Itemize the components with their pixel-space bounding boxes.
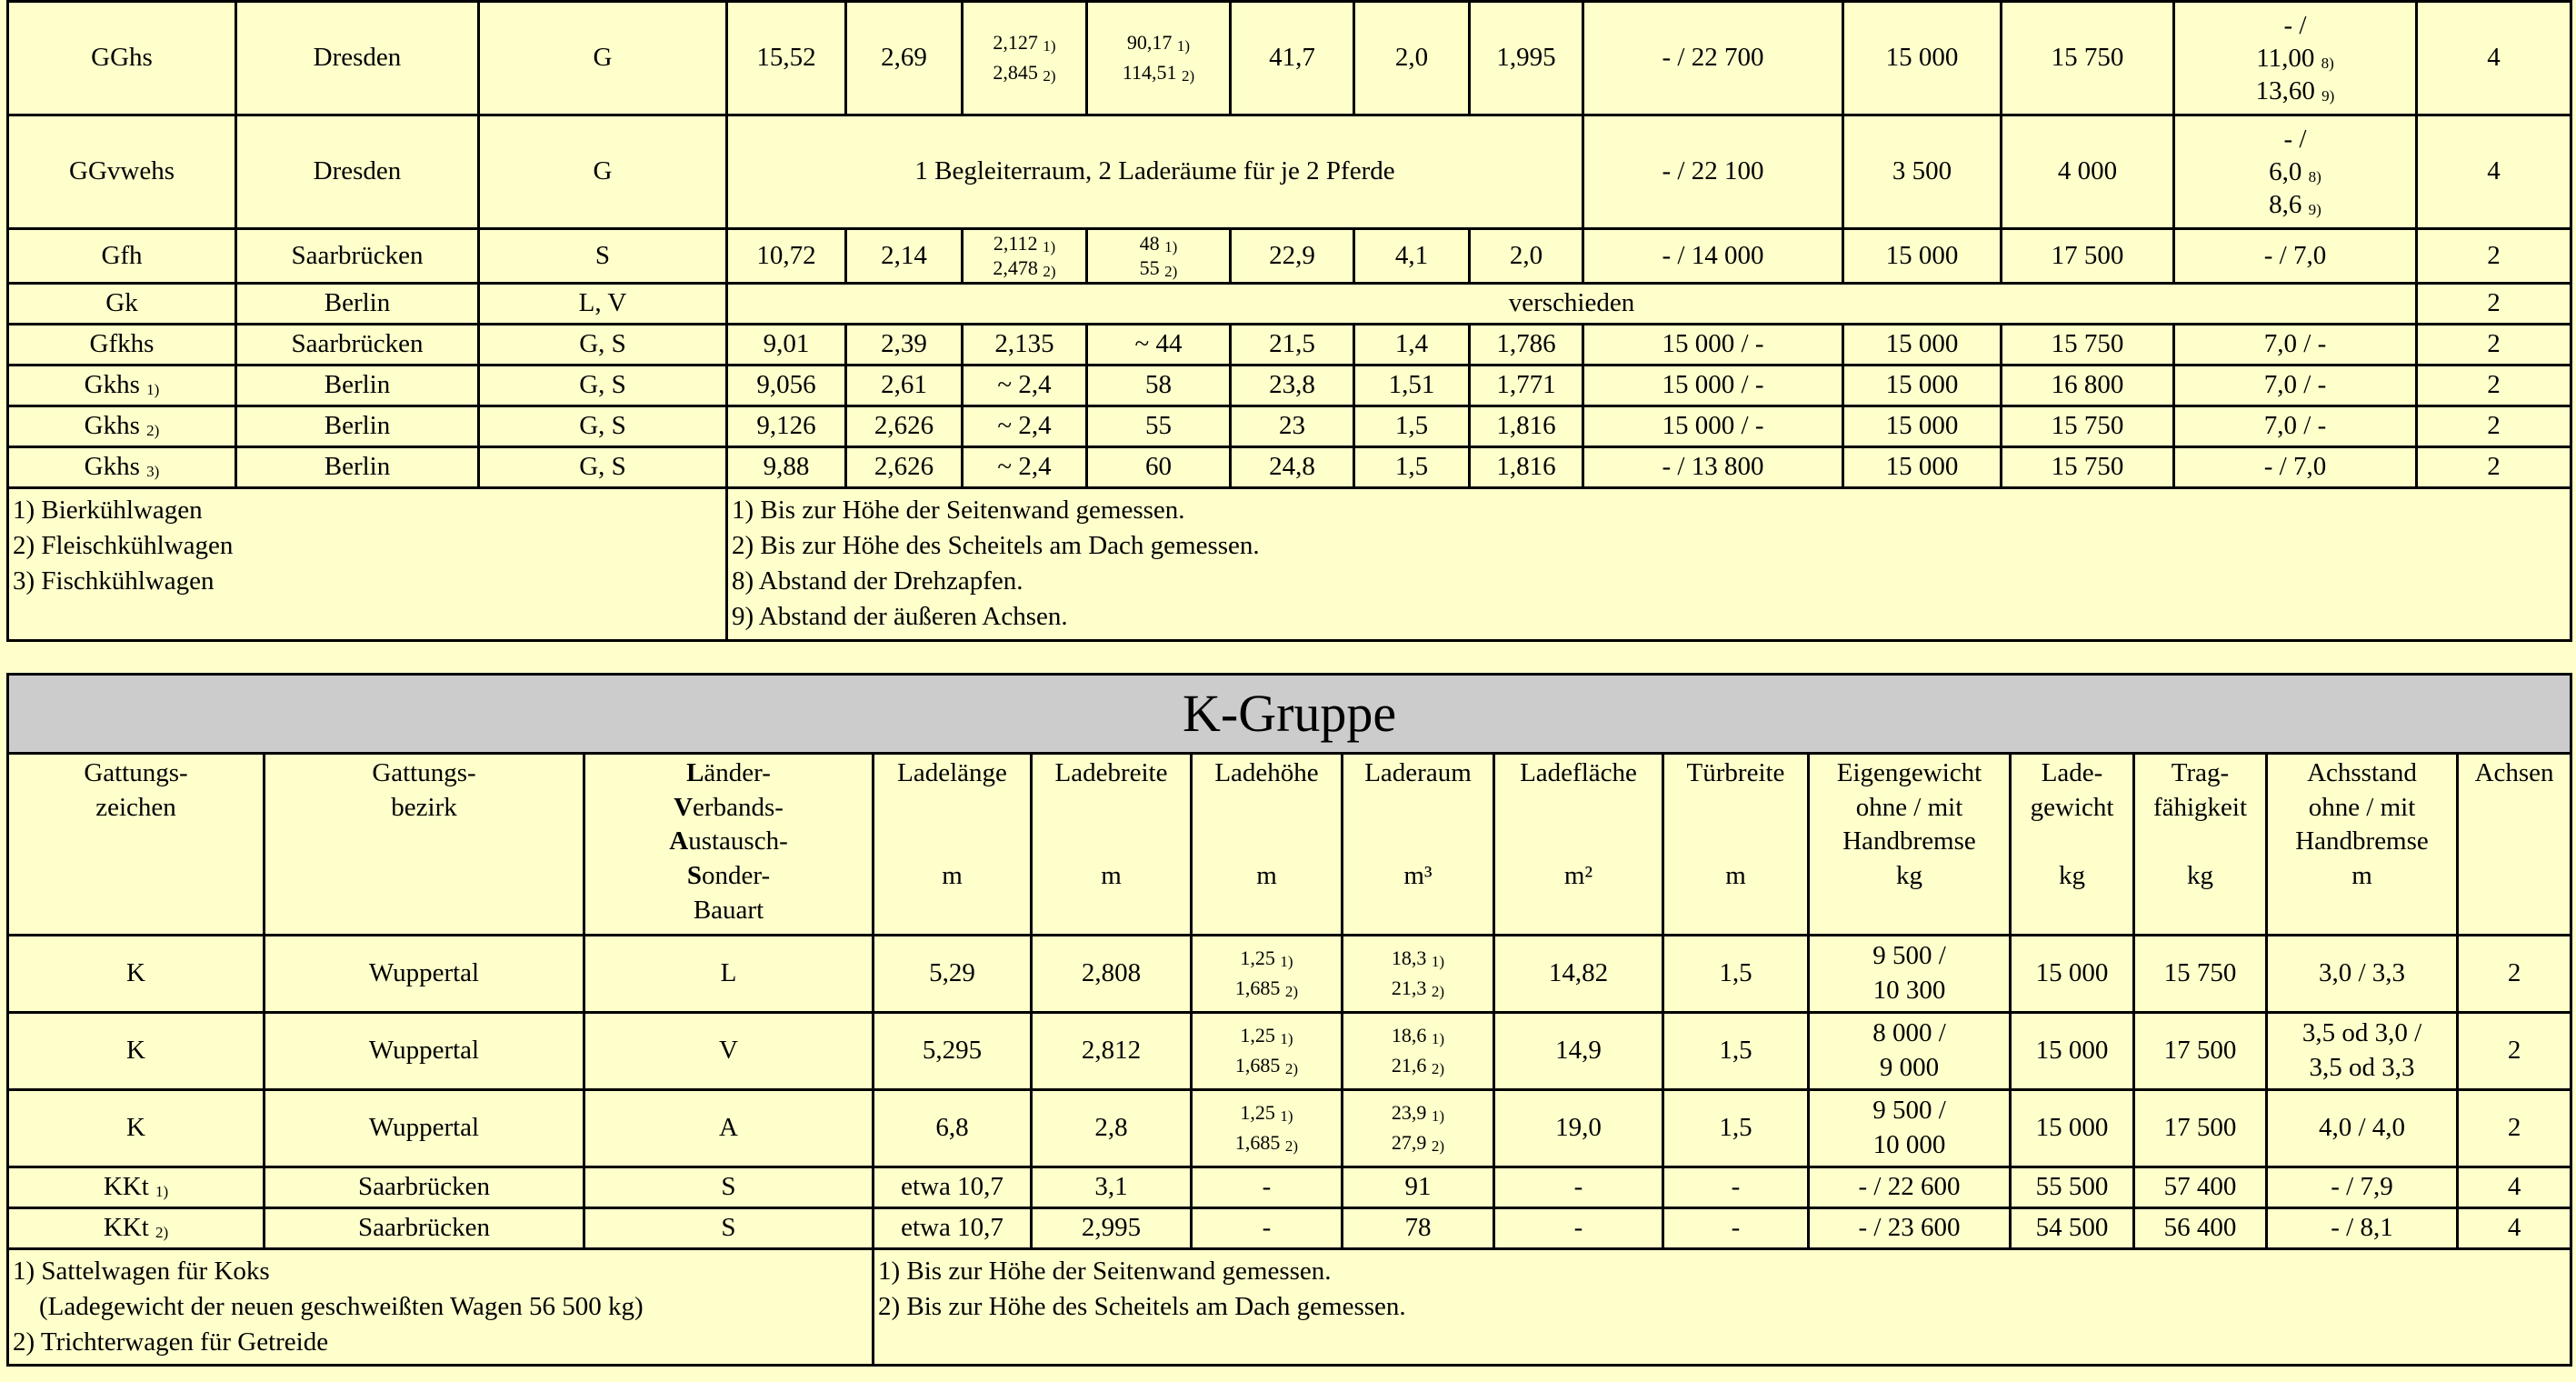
ladelaenge: 5,29 xyxy=(874,936,1032,1013)
table-row xyxy=(8,1013,2571,1090)
k-gruppe-table xyxy=(6,673,2572,1367)
bauart: G xyxy=(479,2,727,115)
gattungsbezirk: Saarbrücken xyxy=(265,1167,584,1208)
gattungsbezirk: Berlin xyxy=(236,447,479,488)
gattungsbezirk: Saarbrücken xyxy=(236,229,479,284)
ladeflaeche: 21,5 xyxy=(1231,325,1354,366)
eigengewicht: 9 500 / 10 300 xyxy=(1809,936,2011,1013)
laderaum: 23,9 $_{1)}$ 27,9 $_{2)}$ xyxy=(1343,1090,1494,1167)
table-row xyxy=(8,406,2571,447)
tragfaehigkeit: 56 400 xyxy=(2134,1208,2267,1249)
laderaum: 58 xyxy=(1087,366,1231,406)
achsen: 4 xyxy=(2417,2,2571,115)
ladebreite: 2,808 xyxy=(1032,936,1192,1013)
tuerbreite: 1,51 xyxy=(1354,366,1470,406)
achsen: 2 xyxy=(2458,1090,2571,1167)
gattungsbezirk: Dresden xyxy=(236,2,479,115)
tuerbreite: 1,5 xyxy=(1354,447,1470,488)
footnotes-left: 1) Bierkühlwagen 2) Fleischkühlwagen 3) Fischkühlwagen xyxy=(8,488,727,641)
ladegewicht: 15 000 xyxy=(2011,936,2134,1013)
ladeflaeche: - xyxy=(1494,1167,1663,1208)
gattungszeichen: GGhs xyxy=(8,2,236,115)
laderaum: 90,17 $_{1)}$ 114,51 $_{2)}$ xyxy=(1087,2,1231,115)
gattungsbezirk: Wuppertal xyxy=(265,936,584,1013)
achsstand: 3,5 od 3,0 / 3,5 od 3,3 xyxy=(2267,1013,2458,1090)
bauart: S xyxy=(584,1208,874,1249)
bauart: L xyxy=(584,936,874,1013)
gattungszeichen: K xyxy=(8,936,265,1013)
tragfaehigkeit: 15 750 xyxy=(2002,447,2174,488)
table-row xyxy=(8,936,2571,1013)
bauart: G, S xyxy=(479,325,727,366)
achsstand: 7,0 / - xyxy=(2174,325,2417,366)
gattungszeichen: Gkhs $_{1)}$ xyxy=(8,366,236,406)
laderaum: 78 xyxy=(1343,1208,1494,1249)
ladelaenge: etwa 10,7 xyxy=(874,1208,1032,1249)
bauart: G, S xyxy=(479,447,727,488)
ladegewicht: 15 000 xyxy=(1843,325,2002,366)
achsen: 2 xyxy=(2417,284,2571,325)
ladegewicht: 15 000 xyxy=(1843,447,2002,488)
header-gattungsbezirk: Gattungs- bezirk xyxy=(265,754,584,936)
footnotes-left: 1) Sattelwagen für Koks (Ladegewicht der neuen geschweißten Wagen 56 500 kg) 2) Trichterwagen für Getreide xyxy=(8,1249,874,1366)
ladehoehe: - xyxy=(1192,1167,1343,1208)
title-row xyxy=(8,675,2571,754)
eigengewicht: - / 13 800 xyxy=(1583,447,1843,488)
ladeflaeche: 24,8 xyxy=(1231,447,1354,488)
achsen: 4 xyxy=(2458,1167,2571,1208)
header-achsstand: Achsstand ohne / mit Handbremse m xyxy=(2267,754,2458,936)
ladelaenge: 9,056 xyxy=(727,366,846,406)
header-ladelaenge: Ladelänge m xyxy=(874,754,1032,936)
table-row xyxy=(8,1090,2571,1167)
ladehoehe: ~ 2,4 xyxy=(963,366,1087,406)
tuerbreite: 1,5 xyxy=(1663,936,1809,1013)
table-row xyxy=(8,229,2571,284)
ladelaenge: 9,01 xyxy=(727,325,846,366)
ladebreite: 2,995 xyxy=(1032,1208,1192,1249)
header-tragfaehigkeit: Trag- fähigkeit kg xyxy=(2134,754,2267,936)
header-ladegewicht: Lade- gewicht kg xyxy=(2011,754,2134,936)
tragfaehigkeit: 17 500 xyxy=(2002,229,2174,284)
ladehoehe: 2,112 $_{1)}$ 2,478 $_{2)}$ xyxy=(963,229,1087,284)
bauart: G, S xyxy=(479,406,727,447)
value-col: 1,816 xyxy=(1470,406,1583,447)
eigengewicht: - / 22 700 xyxy=(1583,2,1843,115)
achsen: 2 xyxy=(2417,325,2571,366)
laderaum: ~ 44 xyxy=(1087,325,1231,366)
eigengewicht: 15 000 / - xyxy=(1583,325,1843,366)
eigengewicht: - / 23 600 xyxy=(1809,1208,2011,1249)
table-row xyxy=(8,1167,2571,1208)
ladegewicht: 15 000 xyxy=(2011,1090,2134,1167)
tragfaehigkeit: 17 500 xyxy=(2134,1090,2267,1167)
ladegewicht: 15 000 xyxy=(2011,1013,2134,1090)
footnote-row xyxy=(8,1249,2571,1366)
tragfaehigkeit: 57 400 xyxy=(2134,1167,2267,1208)
tragfaehigkeit: 17 500 xyxy=(2134,1013,2267,1090)
gattungszeichen: Gkhs $_{3)}$ xyxy=(8,447,236,488)
tuerbreite: - xyxy=(1663,1167,1809,1208)
laderaum: 91 xyxy=(1343,1167,1494,1208)
tuerbreite: 1,5 xyxy=(1663,1013,1809,1090)
achsstand: 3,0 / 3,3 xyxy=(2267,936,2458,1013)
gattungsbezirk: Berlin xyxy=(236,406,479,447)
ladeflaeche: 22,9 xyxy=(1231,229,1354,284)
ladegewicht: 15 000 xyxy=(1843,2,2002,115)
gattungsbezirk: Wuppertal xyxy=(265,1013,584,1090)
laderaum: 18,3 $_{1)}$ 21,3 $_{2)}$ xyxy=(1343,936,1494,1013)
ladebreite: 2,14 xyxy=(846,229,963,284)
ladebreite: 2,626 xyxy=(846,406,963,447)
tuerbreite: 1,5 xyxy=(1354,406,1470,447)
verschieden-cell: verschieden xyxy=(727,284,2417,325)
header-ladebreite: Ladebreite m xyxy=(1032,754,1192,936)
ladegewicht: 15 000 xyxy=(1843,229,2002,284)
tragfaehigkeit: 15 750 xyxy=(2002,2,2174,115)
tragfaehigkeit: 15 750 xyxy=(2002,325,2174,366)
laderaum: 55 xyxy=(1087,406,1231,447)
tuerbreite: 2,0 xyxy=(1354,2,1470,115)
footnotes-right: 1) Bis zur Höhe der Seitenwand gemessen. 2) Bis zur Höhe des Scheitels am Dach gemessen. xyxy=(874,1249,2571,1366)
ladeflaeche: 19,0 xyxy=(1494,1090,1663,1167)
tragfaehigkeit: 15 750 xyxy=(2002,406,2174,447)
ladeflaeche: 41,7 xyxy=(1231,2,1354,115)
value-col: 1,771 xyxy=(1470,366,1583,406)
achsen: 4 xyxy=(2458,1208,2571,1249)
gattungszeichen: GGvwehs xyxy=(8,115,236,229)
header-gattungszeichen: Gattungs- zeichen xyxy=(8,754,265,936)
ladelaenge: 15,52 xyxy=(727,2,846,115)
achsstand: 7,0 / - xyxy=(2174,406,2417,447)
eigengewicht: - / 14 000 xyxy=(1583,229,1843,284)
tragfaehigkeit: 15 750 xyxy=(2134,936,2267,1013)
ladehoehe: 2,127 $_{1)}$ 2,845 $_{2)}$ xyxy=(963,2,1087,115)
tuerbreite: 4,1 xyxy=(1354,229,1470,284)
footnote-row xyxy=(8,488,2571,641)
eigengewicht: 15 000 / - xyxy=(1583,366,1843,406)
header-bauart: Länder- Verbands- Austausch- Sonder- Bauart xyxy=(584,754,874,936)
value-col: 1,786 xyxy=(1470,325,1583,366)
achsen: 2 xyxy=(2417,229,2571,284)
achsstand: - / 7,0 xyxy=(2174,447,2417,488)
achsstand: - / 6,0 $_{8)}$ 8,6 $_{9)}$ xyxy=(2174,115,2417,229)
gattungszeichen: Gfkhs xyxy=(8,325,236,366)
gattungszeichen: Gkhs $_{2)}$ xyxy=(8,406,236,447)
ladeflaeche: 23,8 xyxy=(1231,366,1354,406)
ladelaenge: 9,126 xyxy=(727,406,846,447)
gattungszeichen: Gk xyxy=(8,284,236,325)
ladegewicht: 15 000 xyxy=(1843,406,2002,447)
ladegewicht: 3 500 xyxy=(1843,115,2002,229)
gattungszeichen: KKt $_{2)}$ xyxy=(8,1208,265,1249)
eigengewicht: 15 000 / - xyxy=(1583,406,1843,447)
table-row xyxy=(8,115,2571,229)
ladebreite: 3,1 xyxy=(1032,1167,1192,1208)
achsstand: 4,0 / 4,0 xyxy=(2267,1090,2458,1167)
achsen: 2 xyxy=(2417,447,2571,488)
section-title: K-Gruppe xyxy=(8,675,2571,754)
header-tuerbreite: Türbreite m xyxy=(1663,754,1809,936)
achsstand: - / 8,1 xyxy=(2267,1208,2458,1249)
achsen: 4 xyxy=(2417,115,2571,229)
achsen: 2 xyxy=(2458,936,2571,1013)
span-description: 1 Begleiterraum, 2 Laderäume für je 2 Pferde xyxy=(727,115,1583,229)
header-eigengewicht: Eigengewicht ohne / mit Handbremse kg xyxy=(1809,754,2011,936)
footnotes-right: 1) Bis zur Höhe der Seitenwand gemessen. 2) Bis zur Höhe des Scheitels am Dach gemessen. 8) Abstand der Drehzapfen. 9) Abstand der äußeren Achsen. xyxy=(727,488,2571,641)
gattungsbezirk: Dresden xyxy=(236,115,479,229)
ladebreite: 2,39 xyxy=(846,325,963,366)
table-row xyxy=(8,325,2571,366)
ladelaenge: 5,295 xyxy=(874,1013,1032,1090)
ladegewicht: 54 500 xyxy=(2011,1208,2134,1249)
ladehoehe: 1,25 $_{1)}$ 1,685 $_{2)}$ xyxy=(1192,936,1343,1013)
bauart: S xyxy=(479,229,727,284)
ladebreite: 2,812 xyxy=(1032,1013,1192,1090)
tuerbreite: 1,5 xyxy=(1663,1090,1809,1167)
achsstand: - / 7,0 xyxy=(2174,229,2417,284)
ladeflaeche: - xyxy=(1494,1208,1663,1249)
header-ladeflaeche: Ladefläche m² xyxy=(1494,754,1663,936)
bauart: V xyxy=(584,1013,874,1090)
eigengewicht: - / 22 100 xyxy=(1583,115,1843,229)
bauart: G, S xyxy=(479,366,727,406)
laderaum: 60 xyxy=(1087,447,1231,488)
header-achsen: Achsen xyxy=(2458,754,2571,936)
value-col: 1,995 xyxy=(1470,2,1583,115)
tuerbreite: - xyxy=(1663,1208,1809,1249)
ladelaenge: 6,8 xyxy=(874,1090,1032,1167)
ladelaenge: 9,88 xyxy=(727,447,846,488)
ladelaenge: 10,72 xyxy=(727,229,846,284)
ladeflaeche: 14,9 xyxy=(1494,1013,1663,1090)
ladehoehe: ~ 2,4 xyxy=(963,406,1087,447)
bauart: L, V xyxy=(479,284,727,325)
table-row xyxy=(8,2,2571,115)
gattungszeichen: K xyxy=(8,1090,265,1167)
achsstand: - / 7,9 xyxy=(2267,1167,2458,1208)
ladeflaeche: 14,82 xyxy=(1494,936,1663,1013)
ladeflaeche: 23 xyxy=(1231,406,1354,447)
gattungszeichen: KKt $_{1)}$ xyxy=(8,1167,265,1208)
ladehoehe: 1,25 $_{1)}$ 1,685 $_{2)}$ xyxy=(1192,1090,1343,1167)
table-row xyxy=(8,447,2571,488)
laderaum: 48 $_{1)}$ 55 $_{2)}$ xyxy=(1087,229,1231,284)
ladegewicht: 55 500 xyxy=(2011,1167,2134,1208)
header-row xyxy=(8,754,2571,936)
gattungszeichen: K xyxy=(8,1013,265,1090)
table-row xyxy=(8,1208,2571,1249)
gattungsbezirk: Saarbrücken xyxy=(265,1208,584,1249)
achsen: 2 xyxy=(2458,1013,2571,1090)
achsstand: 7,0 / - xyxy=(2174,366,2417,406)
gattungsbezirk: Saarbrücken xyxy=(236,325,479,366)
ladehoehe: 2,135 xyxy=(963,325,1087,366)
table-row xyxy=(8,284,2571,325)
gattungsbezirk: Berlin xyxy=(236,366,479,406)
ladebreite: 2,8 xyxy=(1032,1090,1192,1167)
tragfaehigkeit: 16 800 xyxy=(2002,366,2174,406)
achsstand: - / 11,00 $_{8)}$ 13,60 $_{9)}$ xyxy=(2174,2,2417,115)
upper-wagon-table xyxy=(6,0,2572,642)
ladebreite: 2,69 xyxy=(846,2,963,115)
ladegewicht: 15 000 xyxy=(1843,366,2002,406)
ladebreite: 2,626 xyxy=(846,447,963,488)
gattungsbezirk: Wuppertal xyxy=(265,1090,584,1167)
value-col: 1,816 xyxy=(1470,447,1583,488)
achsen: 2 xyxy=(2417,406,2571,447)
tragfaehigkeit: 4 000 xyxy=(2002,115,2174,229)
tuerbreite: 1,4 xyxy=(1354,325,1470,366)
eigengewicht: - / 22 600 xyxy=(1809,1167,2011,1208)
value-col: 2,0 xyxy=(1470,229,1583,284)
ladehoehe: ~ 2,4 xyxy=(963,447,1087,488)
bauart: A xyxy=(584,1090,874,1167)
gattungsbezirk: Berlin xyxy=(236,284,479,325)
achsen: 2 xyxy=(2417,366,2571,406)
ladehoehe: - xyxy=(1192,1208,1343,1249)
eigengewicht: 8 000 / 9 000 xyxy=(1809,1013,2011,1090)
gattungszeichen: Gfh xyxy=(8,229,236,284)
ladehoehe: 1,25 $_{1)}$ 1,685 $_{2)}$ xyxy=(1192,1013,1343,1090)
bauart: G xyxy=(479,115,727,229)
ladebreite: 2,61 xyxy=(846,366,963,406)
eigengewicht: 9 500 / 10 000 xyxy=(1809,1090,2011,1167)
header-ladehoehe: Ladehöhe m xyxy=(1192,754,1343,936)
header-laderaum: Laderaum m³ xyxy=(1343,754,1494,936)
ladelaenge: etwa 10,7 xyxy=(874,1167,1032,1208)
table-row xyxy=(8,366,2571,406)
laderaum: 18,6 $_{1)}$ 21,6 $_{2)}$ xyxy=(1343,1013,1494,1090)
bauart: S xyxy=(584,1167,874,1208)
